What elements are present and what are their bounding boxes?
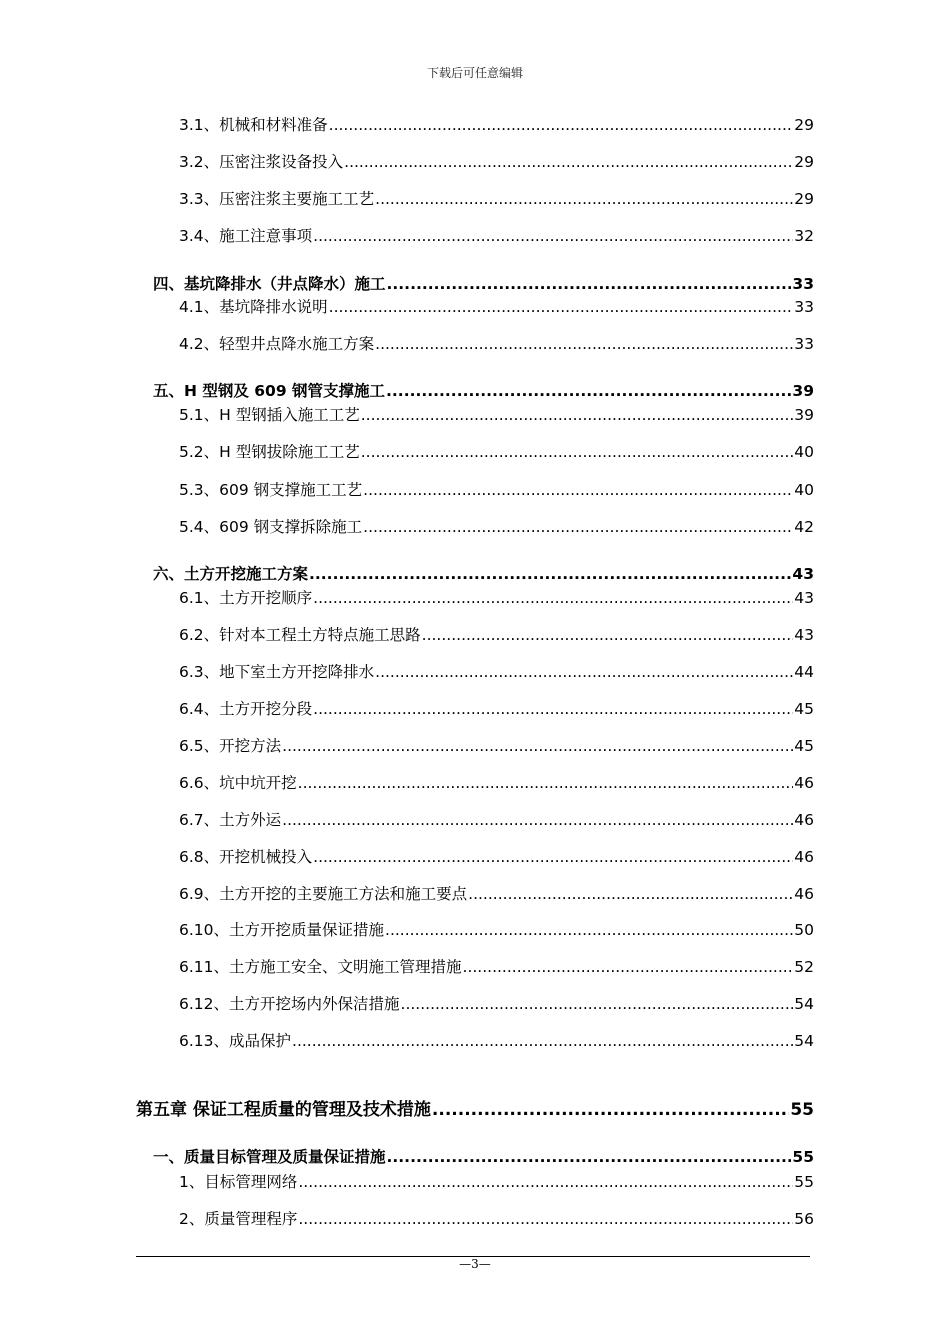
toc-entry[interactable] (179, 994, 814, 1014)
toc-entry-page: 33 (794, 335, 814, 353)
toc-leader-dots (363, 517, 793, 537)
toc-entry-page: 39 (794, 406, 814, 424)
toc-leader-dots (298, 1172, 793, 1192)
toc-entry-page: 32 (794, 227, 814, 245)
toc-entry[interactable] (179, 957, 814, 977)
toc-entry-page: 40 (794, 481, 814, 499)
toc-entry-page: 43 (794, 626, 814, 644)
toc-leader-dots (375, 662, 793, 682)
page-header: 下载后可任意编辑 (426, 66, 523, 80)
toc-entry-label: 5.3、609 钢支撑施工工艺 (179, 481, 363, 499)
toc-leader-dots (463, 957, 794, 977)
toc-entry-label: 3.2、压密注浆设备投入 (179, 153, 344, 171)
toc-entry-page: 33 (794, 298, 814, 316)
toc-entry-label: 5.4、609 钢支撑拆除施工 (179, 518, 363, 536)
toc-leader-dots (387, 274, 792, 294)
toc-entry-page: 40 (794, 443, 814, 461)
toc-leader-dots (313, 699, 793, 719)
toc-chapter[interactable] (136, 1099, 814, 1121)
toc-entry-page: 52 (794, 958, 814, 976)
toc-entry[interactable] (179, 1209, 814, 1229)
toc-entry-page: 46 (794, 811, 814, 829)
toc-entry-label: 5.2、H 型钢拔除施工工艺 (179, 443, 360, 461)
toc-leader-dots (329, 297, 794, 317)
toc-leader-dots (468, 884, 793, 904)
toc-leader-dots (387, 1147, 792, 1167)
toc-entry-label: 5.1、H 型钢插入施工工艺 (179, 406, 360, 424)
toc-entry-label: 6.9、土方开挖的主要施工方法和施工要点 (179, 885, 468, 903)
toc-leader-dots (422, 625, 794, 645)
toc-entry-label: 六、土方开挖施工方案 (153, 565, 309, 583)
toc-entry-page: 42 (794, 518, 814, 536)
toc-entry[interactable] (179, 226, 814, 246)
toc-entry-label: 一、质量目标管理及质量保证措施 (153, 1148, 386, 1166)
toc-leader-dots (363, 480, 793, 500)
toc-entry[interactable] (179, 442, 814, 462)
toc-entry-label: 6.2、针对本工程土方特点施工思路 (179, 626, 421, 644)
toc-entry-label: 6.12、土方开挖场内外保洁措施 (179, 995, 400, 1013)
toc-entry-page: 46 (794, 774, 814, 792)
toc-leader-dots (361, 405, 794, 425)
toc-entry[interactable] (179, 625, 814, 645)
toc-leader-dots (282, 736, 793, 756)
toc-entry-label: 6.6、坑中坑开挖 (179, 774, 297, 792)
toc-leader-dots (329, 115, 794, 135)
toc-entry[interactable] (179, 920, 814, 940)
toc-entry-page: 39 (792, 382, 814, 400)
toc-leader-dots (309, 564, 791, 584)
toc-entry[interactable] (179, 405, 814, 425)
toc-entry[interactable] (179, 152, 814, 172)
toc-entry[interactable] (179, 884, 814, 904)
toc-entry-label: 6.7、土方外运 (179, 811, 282, 829)
toc-entry[interactable] (179, 588, 814, 608)
toc-section[interactable] (153, 381, 814, 401)
toc-entry[interactable] (179, 1172, 814, 1192)
toc-entry-label: 四、基坑降排水（井点降水）施工 (153, 275, 386, 293)
toc-leader-dots (298, 773, 794, 793)
toc-entry-label: 6.3、地下室土方开挖降排水 (179, 663, 375, 681)
toc-entry[interactable] (179, 662, 814, 682)
toc-entry-label: 6.10、土方开挖质量保证措施 (179, 921, 385, 939)
toc-entry-page: 45 (794, 700, 814, 718)
toc-entry-page: 55 (790, 1100, 814, 1120)
toc-entry-label: 3.4、施工注意事项 (179, 227, 313, 245)
toc-entry[interactable] (179, 773, 814, 793)
toc-entry-page: 43 (794, 589, 814, 607)
toc-leader-dots (375, 189, 793, 209)
toc-entry-label: 第五章 保证工程质量的管理及技术措施 (136, 1100, 431, 1120)
toc-entry-page: 46 (794, 848, 814, 866)
toc-leader-dots (386, 381, 791, 401)
toc-section[interactable] (153, 1147, 814, 1167)
toc-leader-dots (401, 994, 794, 1014)
toc-section[interactable] (153, 564, 814, 584)
toc-entry[interactable] (179, 847, 814, 867)
toc-leader-dots (313, 226, 793, 246)
toc-entry-label: 2、质量管理程序 (179, 1210, 298, 1228)
toc-entry-label: 6.13、成品保护 (179, 1032, 292, 1050)
toc-leader-dots (298, 1209, 793, 1229)
toc-entry-page: 29 (794, 153, 814, 171)
toc-leader-dots (432, 1099, 789, 1121)
toc-entry-label: 6.4、土方开挖分段 (179, 700, 313, 718)
toc-leader-dots (375, 334, 793, 354)
toc-leader-dots (292, 1031, 793, 1051)
toc-entry-label: 3.3、压密注浆主要施工工艺 (179, 190, 375, 208)
toc-entry-page: 50 (794, 921, 814, 939)
toc-entry-label: 4.2、轻型井点降水施工方案 (179, 335, 375, 353)
toc-entry[interactable] (179, 297, 814, 317)
toc-entry-page: 55 (794, 1173, 814, 1191)
toc-entry-page: 54 (794, 1032, 814, 1050)
toc-entry-label: 6.5、开挖方法 (179, 737, 282, 755)
toc-entry[interactable] (179, 1031, 814, 1051)
toc-leader-dots (344, 152, 793, 172)
toc-entry-page: 33 (792, 275, 814, 293)
toc-entry-page: 45 (794, 737, 814, 755)
toc-entry[interactable] (179, 699, 814, 719)
toc-entry-label: 3.1、机械和材料准备 (179, 116, 328, 134)
toc-entry-label: 五、H 型钢及 609 钢管支撑施工 (153, 382, 386, 400)
toc-entry-label: 6.1、土方开挖顺序 (179, 589, 313, 607)
page-number: —3— (459, 1257, 491, 1271)
toc-entry-page: 43 (792, 565, 814, 583)
toc-leader-dots (385, 920, 793, 940)
toc-entry-label: 4.1、基坑降排水说明 (179, 298, 328, 316)
toc-entry-page: 44 (794, 663, 814, 681)
toc-entry-label: 1、目标管理网络 (179, 1173, 298, 1191)
toc-entry[interactable] (179, 810, 814, 830)
toc-leader-dots (313, 847, 793, 867)
toc-leader-dots (282, 810, 793, 830)
toc-entry-page: 56 (794, 1210, 814, 1228)
toc-entry-label: 6.11、土方施工安全、文明施工管理措施 (179, 958, 462, 976)
toc-section[interactable] (153, 274, 814, 294)
toc-entry-page: 54 (794, 995, 814, 1013)
toc-leader-dots (361, 442, 794, 462)
toc-leader-dots (313, 588, 793, 608)
toc-entry-page: 29 (794, 190, 814, 208)
toc-entry[interactable] (179, 189, 814, 209)
toc-entry-page: 55 (792, 1148, 814, 1166)
toc-entry[interactable] (179, 517, 814, 537)
toc-entry[interactable] (179, 334, 814, 354)
toc-entry-page: 46 (794, 885, 814, 903)
toc-entry[interactable] (179, 736, 814, 756)
toc-entry-page: 29 (794, 116, 814, 134)
toc-entry[interactable] (179, 115, 814, 135)
toc-entry-label: 6.8、开挖机械投入 (179, 848, 313, 866)
toc-entry[interactable] (179, 480, 814, 500)
